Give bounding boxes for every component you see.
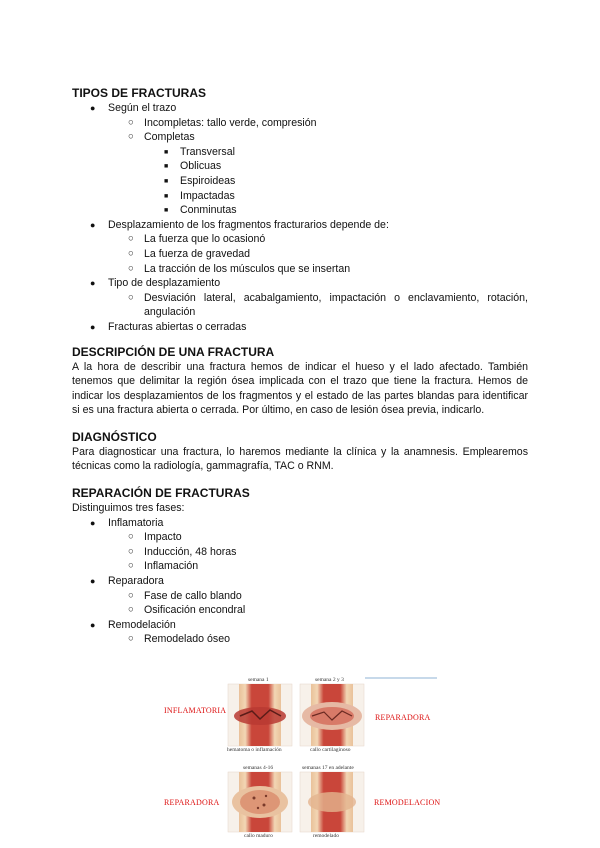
list-item: ■ Oblicuas (72, 159, 528, 174)
bullet-circle-icon: ○ (128, 589, 134, 601)
bullet-circle-icon: ○ (128, 560, 134, 572)
tipos-heading: TIPOS DE FRACTURAS (72, 86, 207, 100)
bullet-circle-icon: ○ (128, 233, 134, 245)
list-item: ● Fracturas abiertas o cerradas (90, 320, 247, 333)
list-item: ■ Conminutas (72, 203, 528, 218)
panel-week-2-3 (300, 684, 364, 746)
bullet-disc-icon: ● (90, 278, 96, 289)
caption-p2-bottom: callo cartilaginoso (310, 747, 351, 753)
list-item: ○ Desviación lateral, acabalgamiento, impactación o enclavamiento, rotación, angulación (128, 291, 528, 319)
list-item: ○ Inducción, 48 horas (128, 545, 237, 558)
bullet-disc-icon: ● (90, 619, 96, 630)
bullet-disc-icon: ● (90, 576, 96, 587)
list-item: ■ Espiroideas (72, 174, 528, 189)
bullet-square-icon: ■ (164, 192, 169, 200)
bullet-circle-icon: ○ (128, 116, 134, 128)
bullet-square-icon: ■ (164, 207, 169, 215)
list-item: ○ La fuerza de gravedad (128, 247, 251, 260)
list-item: ● Remodelación (90, 618, 176, 631)
bullet-circle-icon: ○ (128, 131, 134, 143)
bullet-circle-icon: ○ (128, 291, 134, 303)
label-inflamatoria: INFLAMATORIA (164, 706, 227, 715)
caption-p4-bottom: remodelado (313, 833, 339, 839)
list-item: ○ Completas (128, 131, 195, 144)
list-item: ● Según el trazo (90, 102, 177, 114)
tipos-list (72, 101, 528, 335)
list-item: ■ Impactadas (72, 189, 528, 204)
bullet-circle-icon: ○ (128, 604, 134, 616)
caption-p3-bottom: callo maduro (244, 833, 273, 839)
bullet-circle-icon: ○ (128, 247, 134, 259)
caption-p1-top: semana 1 (248, 677, 269, 683)
bullet-circle-icon: ○ (128, 545, 134, 557)
bullet-disc-icon: ● (90, 517, 96, 528)
bullet-disc-icon: ● (90, 219, 96, 230)
label-reparadora-left: REPARADORA (164, 798, 220, 807)
list-item: ○ Inflamación (128, 560, 199, 573)
caption-p2-top: semana 2 y 3 (315, 677, 344, 683)
list-item: ○ La fuerza que lo ocasionó (128, 233, 266, 246)
list-item: ○ Osificación encondral (128, 604, 246, 617)
list-item: ● Reparadora (90, 575, 164, 588)
document-body (72, 86, 528, 647)
bullet-square-icon: ■ (164, 148, 169, 156)
diagnostico-heading: DIAGNÓSTICO (72, 429, 157, 444)
list-item: ○ Fase de callo blando (128, 589, 242, 602)
caption-p3-top: semanas 4-16 (243, 765, 274, 771)
list-item: ■ Transversal (72, 145, 528, 160)
panel-week-17 (300, 772, 364, 832)
bullet-disc-icon: ● (90, 321, 96, 332)
bullet-circle-icon: ○ (128, 262, 134, 274)
panel-week-4-16 (228, 772, 292, 832)
caption-p4-top: semanas 17 en adelante (302, 765, 354, 771)
list-item: ● Desplazamiento de los fragmentos fracturarios depende de: (90, 218, 389, 231)
list-item: ○ Incompletas: tallo verde, compresión (128, 116, 317, 129)
reparacion-intro: Distinguimos tres fases: (72, 502, 185, 515)
bullet-disc-icon: ● (90, 103, 96, 113)
bullet-circle-icon: ○ (128, 633, 134, 645)
label-remodelacion: REMODELACION (374, 798, 441, 807)
descripcion-paragraph: A la hora de describir una fractura hemos de indicar el hueso y el lado afectado. También tenemos que delimitar la región ósea implicada con el trazo que tiene la fractura. Hemos de indicar los desplazamientos de los fragmentos y el estado de las partes blandas para identificar si es una fractura abierta o cerrada. Por último, en caso de lesión ósea previa, indicarlo. (72, 360, 528, 417)
list-item: ● Inflamatoria (90, 516, 164, 529)
descripcion-heading: DESCRIPCIÓN DE UNA FRACTURA (72, 344, 275, 359)
reparacion-list (72, 516, 528, 647)
list-item: ○ Remodelado óseo (128, 633, 230, 646)
bullet-circle-icon: ○ (128, 531, 134, 543)
panel-week-1 (228, 684, 292, 746)
bullet-square-icon: ■ (164, 177, 169, 185)
caption-p1-bottom: hematoma o inflamación (227, 747, 282, 753)
reparacion-heading: REPARACIÓN DE FRACTURAS (72, 486, 250, 501)
list-item: ○ La tracción de los músculos que se insertan (128, 262, 351, 275)
diagnostico-paragraph: Para diagnosticar una fractura, lo haremos mediante la clínica y la anamnesis. Emplearemos técnicas como la radiología, gammagrafía, TAC o RNM. (72, 445, 528, 473)
list-item: ○ Impacto (128, 531, 182, 544)
label-reparadora-right: REPARADORA (375, 713, 431, 722)
list-item: ● Tipo de desplazamiento (90, 277, 221, 290)
bullet-square-icon: ■ (164, 163, 169, 171)
